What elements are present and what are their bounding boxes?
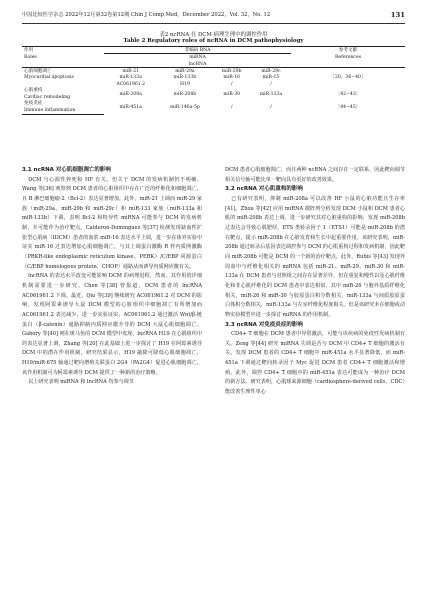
noncoding-rna-group-header: 非编码 RNA — [104, 47, 291, 54]
header-rule — [22, 23, 405, 24]
table-cell: miR-208a — [119, 91, 142, 97]
paragraph: DCM 与心源性猝死和 HF 有关，但关于 DCM 的发病机制仍不明确。Wang 等[36] 观察到 DCM 患者的心脏组织中存在广泛的纤维化和细胞凋亡，且 B 淋巴细胞瘤-2（Bcl-2）表达显著增加。此外，miR-21 上调而 miR-29 家族（miR-29a、miR-29b 和 miR-29c）和 miR-133 家族（miR-133a 和 miR-133b）下调，表明 Bcl-2 和特异性 miRNA 可能参与 DCM 的发病机制，并可能作为治疗靶点。Calderon-Dominguez 等[37] 检测发现缺血性扩张型心肌病（IDCM）患者的血浆 miR-16 表达水平上调，进一步在体外实验中证实 miR-16 过表达增加心肌细胞凋亡，与其上调蛋白激酶 R 样内质网激酶（PRKR-like endoplasmic reticulum kinase，PERK）/C/EBP 同源蛋白（C/EBP homologous protein，CHOP）通路从而诱导内质网应激有关。 — [22, 176, 202, 270]
col-lncrna-header: lncRNA — [104, 61, 291, 68]
paragraph: 以上研究表明 miRNA 和 lncRNA 均参与调节 — [28, 379, 134, 386]
left-column — [22, 166, 202, 388]
table-cell: miR-208b — [173, 91, 197, 97]
col-ref-header-cn: 参考文献 — [291, 47, 405, 54]
row-reference: ［42−43］ — [335, 91, 361, 97]
table-cell: miR-29b — [221, 69, 242, 74]
table-cell: miR-133a — [119, 75, 142, 81]
table-cell: / — [270, 104, 272, 110]
table-cell: miR-133b — [173, 75, 197, 81]
col-mirna-header: miRNA — [189, 55, 206, 61]
row-role-cn: 心肌细胞凋亡 — [24, 69, 52, 74]
paragraph: lncRNA 的表达水平改变可能影响 DCM 的病理进程，然而，其作用的详细机制需要进一步研究。Chen 等[38] 曾报道，DCM 患者的 lncRNA AC061961.2 下调。最近，Qiu 等[39] 继续研究 AC061961.2 对 DCM 的影响，发现阿霉素诱导大鼠 DCM 模型的心脏组织中细胞凋亡有所增加而 AC061961.2 表达减少，进一步实验证实，AC061961.2 通过激活 Wnt/β-链蛋白（β-catenin）通路抑制内质网应激介导的 DCM 大鼠心肌细胞凋亡。Gabory 等[40] 则在斑马鱼的 DCM 模型中发现，lncRNA H19 在心肌组织中的表达显著上调，Zhang 等[20] 在此基础上进一步探讨了 H19 在阿霉素诱导 DCM 中的潜在作用机制，研究结果显示，H19 敲除可降低心肌细胞凋亡，H19/miR-675 轴通过靶向增殖关联蛋白 2G4（PA2G4）促进心肌细胞凋亡，该作用机制可为阿霉素诱导 DCM 提供了一种新的治疗策略。 — [22, 273, 202, 376]
row-reference: ［20，36−40］ — [330, 75, 366, 81]
section-heading-3-1: 3.1 ncRNA 对心肌细胞凋亡的影响 — [22, 167, 111, 173]
table-cell: miR-21 — [122, 69, 140, 74]
right-column — [225, 166, 405, 398]
section-heading-3-2: 3.2 ncRNA 对心肌重构的影响 — [225, 186, 303, 193]
journal-citation: 中国比较医学杂志 2022年12月第32卷第12期 Chin J Comp Med，December 2022，Vol. 32，No. 12 — [22, 12, 271, 18]
row-role-cn: 免疫炎症 — [24, 101, 43, 107]
table-caption-cn: 表2 ncRNA 在 DCM 病理生理中的调控作用 — [159, 32, 268, 38]
table-cell: H19 — [180, 81, 190, 87]
table-cell: / — [230, 104, 233, 110]
col-ref-header-en: References — [334, 54, 362, 60]
paragraph: 已有研究表明，抑制 miR-208a 可以改善 HF 小鼠的心脏功能且生存率[41]。Zhou 等[42] 应用 miRNA 微阵列分析发现 DCM 小鼠和 DCM 患者心肌的 miR-208b 表达上调，进一步研究其对心脏重构的影响，发现 miR-208b 过表达会导致心肌肥厚，ETS 类转录因子 1（ETS1）可能是 miR-208b 的潜在靶点，提示 miR-208b 在心脏发育和生长中起重要作用。该研究表明，miR-208b 通过转录后基因表达调控参与 DCM 的心肌重构过程和发病机制，因此靶向 miR-208b 可能是 DCM 的一个新的治疗靶点。此外，Rubiś 等[43] 发现外周血中与纤维化相关的 miRNA 包括 miR-21、miR-29、miR-30 和 miR-133a 在 DCM 患者与对照组之间存在显著差异，但在重复和慢性以及心肌纤维化和非心肌纤维化的 DCM 患者中表达相似，其中 miR-26 与胞外基质纤维化相关，miR-26 和 miR-30 与胶原蛋白积分数相关，miR-133a 与间质胶原蛋白体积分数相关，miR-133a 与左室纤维化程度相关。但是该研究未在细胞或动物实验模型中进一步探讨 miRNA 的作用机制。 — [225, 195, 405, 318]
col-role-header-cn: 作用 — [22, 47, 104, 54]
table-cell: miR-29c — [261, 69, 281, 74]
table-cell: miR-30 — [223, 91, 241, 97]
paragraph: CD4+ T 细胞在 DCM 患者中异常激活，可能与该疾病的免疫性发病机制有关。Zeng 等[44] 研究 miRNA 失调是否与 DCM 中 CD4+ T 细胞的激活有关，发现 DCM 患者的 CD4+ T 细胞中 miR-451a 水平显著降低，而 miR-451a 下调通过靶向转录因子 Myc 促进 DCM 患者 CD4+ T 细胞激活和增殖。此外，调控 CD4+ T 细胞中的 miR-451a 表达可能成为一种治疗 DCM 的新方法。研究表明，心肌球来源细胞（cardiosphere-derived cells，CDC）能改善生理性单心 — [225, 331, 405, 396]
row-reference: ［44−45］ — [335, 104, 361, 110]
row-role-en: Cardiac remodeling — [24, 94, 71, 100]
ncrna-roles-table — [22, 46, 405, 115]
table-cell: miR-451a — [119, 104, 142, 110]
row-role-cn: 心肌重构 — [24, 88, 43, 94]
table-cell: miR-146a-5p — [170, 104, 200, 110]
table-cell: AC061961.2 — [116, 81, 146, 87]
page-number: 131 — [390, 11, 405, 19]
row-role-en: Myocardial apoptosis — [24, 75, 74, 81]
col-role-header-en: Roles — [24, 54, 37, 60]
running-header — [22, 9, 405, 21]
table-cell: miR-15 — [262, 75, 280, 81]
table-cell: miR-29a — [175, 69, 195, 74]
row-role-en: Immune inflammation — [22, 107, 104, 114]
table-caption-en: Table 2 Regulatory roles of ncRNA in DCM pathophysiology — [123, 38, 304, 44]
table-cell: miR-133a — [259, 91, 283, 97]
table-cell: miR-16 — [223, 75, 241, 81]
table-cell: / — [230, 81, 233, 87]
paragraph: DCM 患者心肌细胞凋亡，而且两种 ncRNA 之间存在一定联系，因此靶向调节相关信号轴可能比单一靶向具有更好的改善效果。 — [225, 167, 405, 183]
table-cell: / — [270, 81, 272, 87]
section-heading-3-3: 3.3 ncRNA 对免疫炎症的影响 — [225, 321, 303, 328]
